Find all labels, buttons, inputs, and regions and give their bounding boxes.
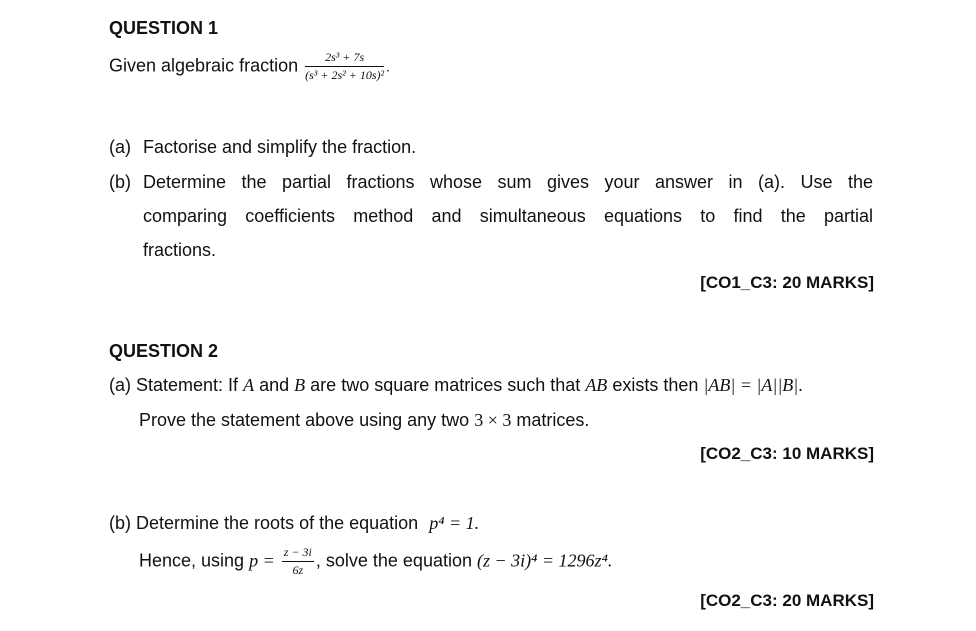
q2-part-b-line [109,513,479,534]
fraction-denominator: (s³ + 2s² + 10s)² [305,68,385,82]
statement-prefix: (a) Statement: If [109,375,239,395]
solve-text: , solve the equation [315,550,472,571]
statement-mid: are two square matrices such that [310,375,581,395]
substitution-fraction [282,545,314,578]
q1-part-a-text: Factorise and simplify the fraction. [143,137,417,157]
algebraic-fraction [305,50,384,83]
matrix-dimensions: 3 × 3 [474,410,512,430]
substitution-numerator: z − 3i [282,545,314,562]
question-2-heading: QUESTION 2 [109,341,219,361]
q2-part-b-hence-line [139,545,612,578]
matrix-a: A [243,375,255,395]
question-1-heading: QUESTION 1 [109,18,219,38]
matrix-b: B [294,375,306,395]
substitution-denominator: 6z [292,563,304,577]
roots-text: (b) Determine the roots of the equation [109,513,419,533]
p-equals: p = [249,550,275,571]
intro-text: Given algebraic fraction [109,55,299,76]
and-word: and [259,375,290,395]
exists-then: exists then [612,375,699,395]
determinant-identity: |AB| = |A||B| [703,375,799,395]
q1-marks: [CO1_C3: 20 MARKS] [700,273,874,292]
q2-part-a-statement [109,375,803,396]
matrices-word: matrices. [516,410,590,430]
q2-a-marks: [CO2_C3: 10 MARKS] [700,444,874,463]
roots-equation: p⁴ = 1. [429,513,480,533]
solve-equation: (z − 3i)⁴ = 1296z⁴. [477,550,613,571]
fraction-period: . [386,60,390,76]
q1-part-b-label: (b) [109,172,131,192]
q2-b-marks: [CO2_C3: 20 MARKS] [700,591,874,610]
question-1-intro-line [109,50,390,83]
q1-part-a-label: (a) [109,137,131,157]
prove-text: Prove the statement above using any two [139,410,470,430]
q1-part-b-line3: fractions. [143,240,217,260]
q1-part-b-line1: Determine the partial fractions whose sum gives your answer in (a). Use the [143,172,873,192]
q2-part-a-prove-line [139,410,589,431]
fraction-numerator: 2s³ + 7s [305,50,384,67]
hence-text: Hence, using [139,550,245,571]
q1-part-b-line2: comparing coefficients method and simultaneous equations to find the partial [143,206,873,226]
statement-period: . [798,375,803,395]
product-ab: AB [585,375,608,395]
